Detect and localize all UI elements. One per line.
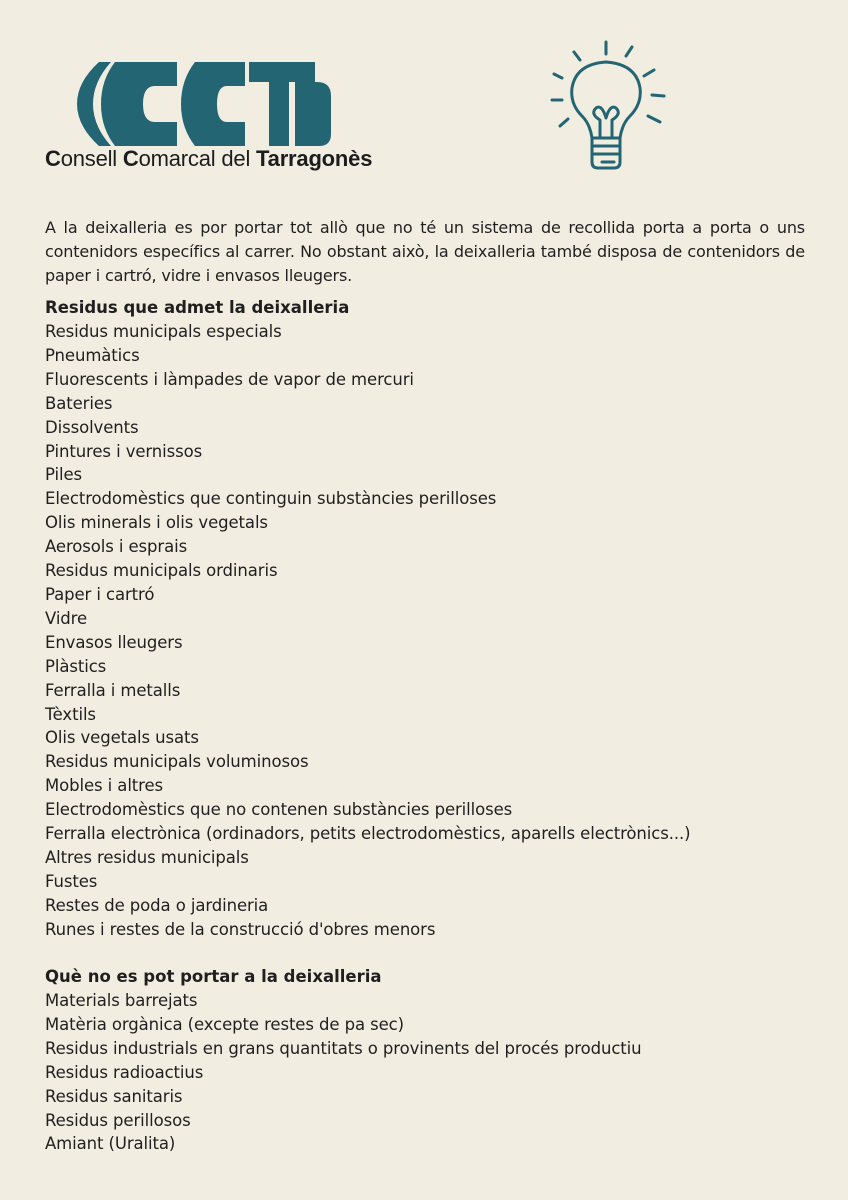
list-item: Piles [45, 465, 83, 485]
list-item: Restes de poda o jardineria [45, 895, 269, 915]
list-item: Aerosols i esprais [45, 537, 188, 557]
accepted-waste-list [45, 320, 805, 942]
org-name-part: omarcal del [138, 146, 257, 171]
not-accepted-waste-section [45, 965, 805, 1156]
list-item: Residus municipals voluminosos [45, 752, 309, 772]
org-name [45, 146, 372, 172]
list-item: Olis vegetals usats [45, 728, 199, 748]
list-item: Paper i cartró [45, 584, 155, 604]
intro-paragraph: A la deixalleria es por portar tot allò que no té un sistema de recollida porta a porta o uns contenidors específics al carrer. No obstant això, la deixalleria també disposa de contenidors de paper i cartró, vidre i envasos lleugers. [45, 218, 805, 285]
list-item: Tèxtils [45, 704, 96, 724]
list-item: Runes i restes de la construcció d'obres menors [45, 919, 436, 939]
cct-logo-mark [77, 62, 337, 146]
list-item: Dissolvents [45, 417, 139, 437]
org-name-part: onsell [60, 146, 123, 171]
list-item: Bateries [45, 393, 113, 413]
list-item: Matèria orgànica (excepte restes de pa sec) [45, 1014, 404, 1034]
list-item: Ferralla electrònica (ordinadors, petits electrodomèstics, aparells electrònics...) [45, 824, 691, 844]
list-item: Pintures i vernissos [45, 441, 203, 461]
accepted-waste-section [45, 296, 805, 942]
list-item: Fustes [45, 871, 98, 891]
list-item: Residus sanitaris [45, 1086, 183, 1106]
list-item: Pneumàtics [45, 345, 140, 365]
org-name-c1: C [45, 146, 61, 171]
section-title: Residus que admet la deixalleria [45, 298, 350, 317]
section-title: Què no es pot portar a la deixalleria [45, 967, 382, 986]
list-item: Residus perillosos [45, 1110, 191, 1130]
org-name-c2: C [122, 146, 139, 171]
list-item: Vidre [45, 608, 88, 628]
list-item: Residus municipals especials [45, 322, 282, 341]
lightbulb-icon [548, 38, 678, 183]
org-name-region: Tarragonès [256, 146, 373, 171]
list-item: Residus municipals ordinaris [45, 561, 278, 581]
list-item: Electrodomèstics que continguin substàncies perilloses [45, 489, 497, 509]
list-item: Amiant (Uralita) [45, 1134, 176, 1154]
list-item: Altres residus municipals [45, 847, 249, 867]
list-item: Fluorescents i làmpades de vapor de mercuri [45, 369, 414, 389]
cct-logo [45, 58, 375, 180]
not-accepted-waste-list [45, 989, 805, 1156]
list-item: Mobles i altres [45, 776, 164, 796]
list-item: Envasos lleugers [45, 632, 183, 652]
list-item: Residus radioactius [45, 1062, 204, 1082]
list-item: Residus industrials en grans quantitats o provinents del procés productiu [45, 1038, 642, 1058]
list-item: Ferralla i metalls [45, 680, 181, 700]
list-item: Plàstics [45, 656, 107, 676]
list-item: Electrodomèstics que no contenen substàncies perilloses [45, 800, 513, 820]
list-item: Materials barrejats [45, 991, 198, 1010]
list-item: Olis minerals i olis vegetals [45, 513, 268, 533]
